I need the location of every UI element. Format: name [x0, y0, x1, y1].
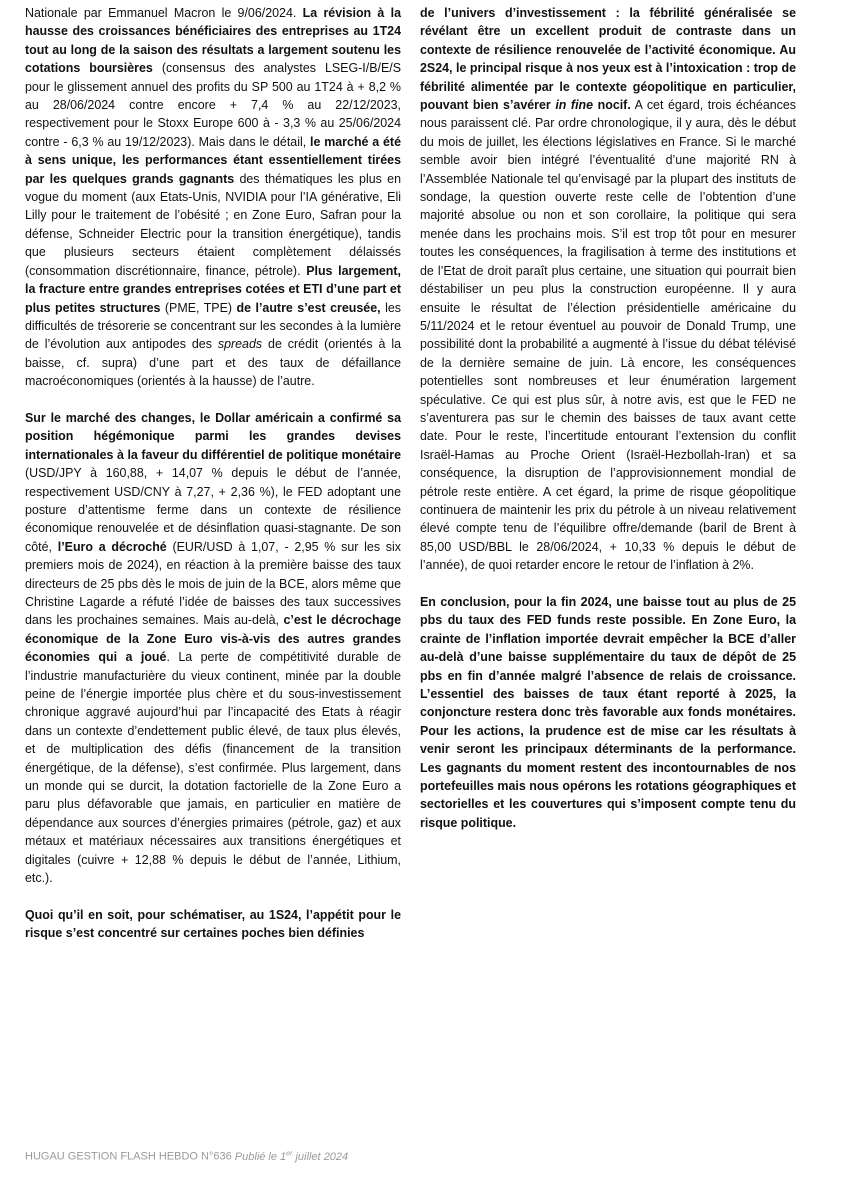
footer-publication-date: Publié le 1er juillet 2024: [234, 1150, 349, 1163]
emphasis-text: Quoi qu’il en soit, pour schématiser, au 1S24, l’appétit pour le risque s’est concentré sur certaines poches bien définies: [25, 907, 401, 941]
body-text: Nationale par Emmanuel Macron le 9/06/2024.: [25, 6, 303, 20]
paragraph-investment-universe: [420, 4, 796, 575]
paragraph-risk-appetite: [25, 906, 401, 943]
left-column: [25, 4, 401, 943]
emphasis-text: En conclusion, pour la fin 2024, une baisse tout au plus de 25 pbs du taux des FED funds reste possible. En Zone Euro, la crainte de l’inflation importée devrait empêcher la BCE d’aller au-delà d’une baisse supplémentaire du taux de dépôt de 25 pbs en fin d’année malgré l’absence de relais de croissance. L’essentiel des baisses de taux étant reporté à 2025, la conjoncture restera donc très favorable aux fonds monétaires. Pour les actions, la prudence est de mise car les résultats à venir seront les principaux déterminants de la performance. Les gagnants du moment restent des incontournables de nos portefeuilles mais nous opérons les rotations géographiques et sectorielles et les couvertures qui s’imposent compte tenu du risque politique.: [420, 594, 796, 830]
emphasis-text: c’est le décrochage économique de la Zone Euro vis-à-vis des autres grandes économies qui a joué: [25, 613, 401, 665]
emphasis-text: La révision à la hausse des croissances bénéficiaires des entreprises au 1T24 tout au long de la saison des résultats a largement soutenu les cotations boursières: [25, 6, 401, 76]
emphasis-text: le marché a été à sens unique, les performances étant essentiellement tirées par les quelques grands gagnants: [25, 134, 401, 186]
emphasis-text: de l’univers d’investissement : la fébrilité généralisée se révélant être un excellent produit de contraste dans un contexte de résilience renouvelée de l’activité économique. Au 2S24, le principal risque à nos yeux est à l’intoxication : trop de fébrilité alimentée par le contexte géopolitique en particulier, pouvant bien s’avérer: [420, 6, 796, 113]
emphasis-text: nocif.: [593, 98, 631, 113]
footer-brand: HUGAU GESTION FLASH HEBDO N°636: [25, 1150, 232, 1163]
paragraph-earnings: [25, 4, 401, 391]
emphasis-text: Sur le marché des changes, le Dollar américain a confirmé sa position hégémonique parmi les grandes devises internationales à la faveur du différentiel de politique monétaire: [25, 410, 401, 462]
paragraph-conclusion: [420, 593, 796, 832]
emphasis-text: de l’autre s’est creusée,: [236, 300, 381, 315]
body-text: (USD/JPY à 160,88, + 14,07 % depuis le début de l’année, respectivement USD/CNY à 7,27, + 2,36 %), le FED adoptant une posture d’attentisme ferme dans un contexte de résilience économique renouvelée et de désinflation quasi-stagnante. De son côté,: [25, 466, 401, 554]
body-text: . La perte de compétitivité durable de l’industrie manufacturière du vieux continent, minée par la double peine de l’énergie importée plus chère et du sous-investissement chronique aggravé aujourd’hui par l’incapacité des Etats à réagir dans un contexte d’endettement public élevé, de taux plus élevés, et de multiplication des défis (financement de la transition énergétique, de la défense), s’est confirmée. Plus largement, dans un monde qui se durcit, la dotation factorielle de la Zone Euro a paru plus défavorable que jamais, en particulier en matière de dépendance aux sources d’énergies primaires (pétrole, gaz) et aux métaux et matériaux nécessaires aux transitions énergétiques et digitales (cuivre + 12,88 % depuis le début de l’année, Lithium, etc.).: [25, 650, 401, 886]
body-text: de crédit (orientés à la baisse, cf. supra) d’une part et des taux de défaillance macroéconomiques (orientés à la hausse) de l’autre.: [25, 337, 401, 389]
body-text: (EUR/USD à 1,07, - 2,95 % sur les six premiers mois de 2024), en réaction à la première baisse des taux directeurs de 25 pbs dès le mois de juin de la BCE, alors même que Christine Lagarde a réfuté l’idée de baisses des taux successives dans les prochaines semaines. Mais au-delà,: [25, 539, 402, 628]
right-column: [420, 4, 796, 832]
body-text: A cet égard, trois échéances nous paraissent clé. Par ordre chronologique, il y aura, dès le début du mois de juillet, les élections législatives en France. Si le marché semble avoir bien intégré l’éventualité d’une majorité RN à l’Assemblée Nationale tel qu’envisagé par la plupart des instituts de sondage, la question ouverte reste celle de l’obtention d’une majorité absolue ou non et son corollaire, la politique qui sera menée dans les prochains mois. S’il est trop tôt pour en mesurer toutes les conséquences, la fragilisation à terme des institutions et de l’Etat de droit paraît plus certaine, une situation qui pourrait bien déstabiliser un peu plus la construction européenne. Il y aura ensuite le résultat de l’élection présidentielle américaine du 5/11/2024 et le retour éventuel au pouvoir de Donald Trump, une possibilité dont la probabilité a augmenté à l’issue du débat télévisé de la dernière semaine de juin. Là encore, les conséquences potentielles sont nombreuses et leur énumération largement spéculative. Ce qui est plus sûr, à notre avis, est que le FED ne s’aventurera pas sur le chemin des baisses de taux avant cette date. Pour le reste, l’incertitude entourant l’extension du conflit Israël-Hamas au Proche Orient (Israël-Hezbollah-Iran) et sa conséquence, la disruption de l’approvisionnement mondial de pétrole reste entière. A cet égard, la prime de risque géopolitique continuera de maintenir les prix du pétrole à un niveau relativement élevé compte tenu de l’équilibre offre/demande (baril de Brent à 85,00 USD/BBL le 28/06/2024, + 10,33 % depuis le début de l’année), de quoi retarder encore le retour de l’inflation à 2%.: [420, 98, 797, 573]
body-text: spreads: [217, 337, 263, 352]
paragraph-currencies: [25, 409, 401, 888]
emphasis-text: Plus largement, la fracture entre grandes entreprises cotées et ETI d’une part et plus petites structures: [25, 263, 402, 315]
emphasis-text: l’Euro a décroché: [57, 539, 167, 554]
body-text: des thématiques les plus en vogue du moment (aux Etats-Unis, NVIDIA pour l’IA générative, Eli Lilly pour le traitement de l’obésité ; en Zone Euro, Safran pour la défense, Schneider Electric pour la transition énergétique), tandis que plusieurs secteurs étaient complètement délaissés (consommation discrétionnaire, finance, pétrole).: [25, 171, 402, 278]
page-footer: [25, 1150, 348, 1163]
body-text: (PME, TPE): [160, 300, 237, 315]
body-text: les difficultés de trésorerie se concentrant sur les secondes à la lumière de l’évolution aux antipodes des: [25, 300, 401, 352]
emphasis-text: in fine: [555, 98, 594, 113]
body-text: (consensus des analystes LSEG-I/B/E/S pour le glissement annuel des profits du SP 500 au 1T24 à + 8,2 % au 28/06/2024 contre encore + 7,4 % au 22/12/2023, respectivement pour le Stoxx Europe 600 à - 3,3 % au 25/06/2024 contre - 6,3 % au 19/12/2023). Mais dans le détail,: [25, 61, 401, 149]
